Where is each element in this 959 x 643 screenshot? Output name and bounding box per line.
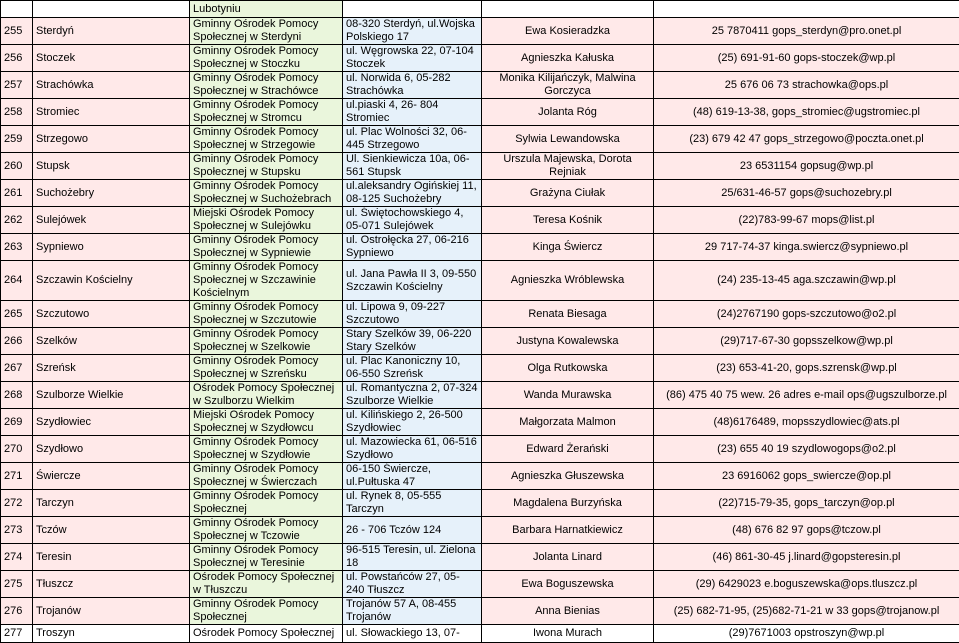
head-name-cell: Monika Kilijańczyk, Malwina Gorczyca (482, 72, 654, 99)
institution-cell: Gminny Ośrodek Pomocy Społecznej (190, 598, 343, 625)
contact-cell: (25) 682-71-95, (25)682-71-21 w 33 gops@trojanow.pl (654, 598, 959, 625)
commune-cell: Tłuszcz (33, 571, 190, 598)
table-row (1, 355, 959, 382)
head-name-cell: Sylwia Lewandowska (482, 126, 654, 153)
contact-cell: (29)7671003 opstroszyn@wp.pl (654, 625, 959, 643)
address-cell: ul. Świętochowskiego 4, 05-071 Sulejówek (343, 207, 482, 234)
address-cell: ul.aleksandry Ogińskiej 11, 08-125 Suchożebry (343, 180, 482, 207)
table-row (1, 301, 959, 328)
institution-cell: Gminny Ośrodek Pomocy Społecznej w Teresinie (190, 544, 343, 571)
head-name-cell: Magdalena Burzyńska (482, 490, 654, 517)
table-row (1, 234, 959, 261)
contact-cell: (23) 679 42 47 gops_strzegowo@poczta.onet.pl (654, 126, 959, 153)
table-row (1, 490, 959, 517)
blank-cell (654, 1, 959, 18)
address-cell: ul. Kilińskiego 2, 26-500 Szydłowiec (343, 409, 482, 436)
row-number-cell: 268 (1, 382, 33, 409)
table-row (1, 99, 959, 126)
address-cell: ul. Romantyczna 2, 07-324 Szulborze Wielkie (343, 382, 482, 409)
contact-cell: (22)715-79-35, gops_tarczyn@op.pl (654, 490, 959, 517)
contact-cell: (25) 691-91-60 gops-stoczek@wp.pl (654, 45, 959, 72)
table-row-partial-bottom (1, 625, 959, 643)
table-row (1, 463, 959, 490)
blank-cell (482, 1, 654, 18)
table-row (1, 72, 959, 99)
table-row (1, 544, 959, 571)
contact-cell: (24)2767190 gops-szczutowo@o2.pl (654, 301, 959, 328)
address-cell: 96-515 Teresin, ul. Zielona 18 (343, 544, 482, 571)
commune-cell: Stoczek (33, 45, 190, 72)
address-cell: Trojanów 57 A, 08-455 Trojanów (343, 598, 482, 625)
commune-cell: Szczawin Kościelny (33, 261, 190, 301)
address-cell: ul.piaski 4, 26- 804 Stromiec (343, 99, 482, 126)
commune-cell: Szelków (33, 328, 190, 355)
commune-cell: Szczutowo (33, 301, 190, 328)
institution-cell: Miejski Ośrodek Pomocy Społecznej w Sulejówku (190, 207, 343, 234)
row-number-cell: 267 (1, 355, 33, 382)
row-number-cell: 264 (1, 261, 33, 301)
row-number-cell: 276 (1, 598, 33, 625)
commune-cell: Troszyn (33, 625, 190, 643)
table-row (1, 18, 959, 45)
head-name-cell: Olga Rutkowska (482, 355, 654, 382)
table-row (1, 382, 959, 409)
row-number-cell: 265 (1, 301, 33, 328)
contact-cell: (24) 235-13-45 aga.szczawin@wp.pl (654, 261, 959, 301)
head-name-cell: Edward Żerański (482, 436, 654, 463)
row-number-cell: 257 (1, 72, 33, 99)
address-cell: ul. Rynek 8, 05-555 Tarczyn (343, 490, 482, 517)
table-row (1, 436, 959, 463)
commune-cell: Sulejówek (33, 207, 190, 234)
address-cell: 06-150 Świercze, ul.Pułtuska 47 (343, 463, 482, 490)
row-number-cell: 271 (1, 463, 33, 490)
institution-cell: Gminny Ośrodek Pomocy Społecznej w Stupsku (190, 153, 343, 180)
address-cell: ul. Mazowiecka 61, 06-516 Szydłowo (343, 436, 482, 463)
commune-cell: Szulborze Wielkie (33, 382, 190, 409)
institution-cell: Gminny Ośrodek Pomocy Społecznej w Szczawinie Kościelnym (190, 261, 343, 301)
head-name-cell: Ewa Boguszewska (482, 571, 654, 598)
row-number-cell: 263 (1, 234, 33, 261)
address-cell: ul. Plac Kanoniczny 10, 06-550 Szreńsk (343, 355, 482, 382)
head-name-cell: Iwona Murach (482, 625, 654, 643)
address-cell: ul. Węgrowska 22, 07-104 Stoczek (343, 45, 482, 72)
commune-cell: Tarczyn (33, 490, 190, 517)
head-name-cell: Barbara Harnatkiewicz (482, 517, 654, 544)
contact-cell: (86) 475 40 75 wew. 26 adres e-mail ops@ugszulborze.pl (654, 382, 959, 409)
row-number-cell: 266 (1, 328, 33, 355)
blank-cell (1, 1, 33, 18)
address-cell: Stary Szelków 39, 06-220 Stary Szelków (343, 328, 482, 355)
table-row (1, 517, 959, 544)
commune-cell: Szreńsk (33, 355, 190, 382)
head-name-cell: Justyna Kowalewska (482, 328, 654, 355)
contact-cell: (48) 676 82 97 gops@tczow.pl (654, 517, 959, 544)
table-row (1, 261, 959, 301)
commune-cell: Tczów (33, 517, 190, 544)
commune-cell: Trojanów (33, 598, 190, 625)
row-number-cell: 277 (1, 625, 33, 643)
institution-cell: Miejski Ośrodek Pomocy Społecznej w Szydłowcu (190, 409, 343, 436)
blank-cell (343, 1, 482, 18)
institution-cell: Gminny Ośrodek Pomocy Społecznej w Szelkowie (190, 328, 343, 355)
row-number-cell: 275 (1, 571, 33, 598)
contact-cell: (48) 619-13-38, gops_stromiec@ugstromiec.pl (654, 99, 959, 126)
head-name-cell: Agnieszka Głuszewska (482, 463, 654, 490)
commune-cell: Sypniewo (33, 234, 190, 261)
head-name-cell: Wanda Murawska (482, 382, 654, 409)
head-name-cell: Anna Bienias (482, 598, 654, 625)
table-body (1, 1, 959, 643)
contact-cell: 25 676 06 73 strachowka@ops.pl (654, 72, 959, 99)
address-cell: ul. Ostrołęcka 27, 06-216 Sypniewo (343, 234, 482, 261)
address-cell: ul. Powstańców 27, 05-240 Tłuszcz (343, 571, 482, 598)
institution-cell: Gminny Ośrodek Pomocy Społecznej w Świerczach (190, 463, 343, 490)
table-row (1, 180, 959, 207)
head-name-cell: Agnieszka Wróblewska (482, 261, 654, 301)
address-cell: 08-320 Sterdyń, ul.Wojska Polskiego 17 (343, 18, 482, 45)
commune-cell: Szydłowiec (33, 409, 190, 436)
address-cell: Ul. Sienkiewicza 10a, 06-561 Stupsk (343, 153, 482, 180)
row-number-cell: 269 (1, 409, 33, 436)
commune-cell: Świercze (33, 463, 190, 490)
contact-cell: (23) 655 40 19 szydlowogops@o2.pl (654, 436, 959, 463)
contact-cell: 25/631-46-57 gops@suchozebry.pl (654, 180, 959, 207)
blank-cell (33, 1, 190, 18)
head-name-cell: Renata Biesaga (482, 301, 654, 328)
table-row (1, 126, 959, 153)
head-name-cell: Jolanta Linard (482, 544, 654, 571)
institution-cell: Lubotyniu (190, 1, 343, 18)
address-cell: ul. Lipowa 9, 09-227 Szczutowo (343, 301, 482, 328)
institution-cell: Ośrodek Pomocy Społecznej w Tłuszczu (190, 571, 343, 598)
row-number-cell: 255 (1, 18, 33, 45)
table-row (1, 409, 959, 436)
table-row (1, 328, 959, 355)
institution-cell: Gminny Ośrodek Pomocy Społecznej w Szczutowie (190, 301, 343, 328)
institution-cell: Gminny Ośrodek Pomocy Społecznej w Szreńsku (190, 355, 343, 382)
contact-cell: (48)6176489, mopsszydlowiec@ats.pl (654, 409, 959, 436)
row-number-cell: 272 (1, 490, 33, 517)
contact-cell: 23 6531154 gopsug@wp.pl (654, 153, 959, 180)
institution-cell: Gminny Ośrodek Pomocy Społecznej w Tczowie (190, 517, 343, 544)
address-cell: ul. Słowackiego 13, 07- (343, 625, 482, 643)
commune-cell: Szydłowo (33, 436, 190, 463)
commune-cell: Stromiec (33, 99, 190, 126)
head-name-cell: Kinga Świercz (482, 234, 654, 261)
contact-cell: (22)783-99-67 mops@list.pl (654, 207, 959, 234)
institution-cell: Gminny Ośrodek Pomocy Społecznej w Stoczku (190, 45, 343, 72)
contact-cell: (46) 861-30-45 j.linard@gopsteresin.pl (654, 544, 959, 571)
row-number-cell: 270 (1, 436, 33, 463)
address-cell: ul. Jana Pawła II 3, 09-550 Szczawin Kościelny (343, 261, 482, 301)
table-row (1, 598, 959, 625)
contact-cell: (23) 653-41-20, gops.szrensk@wp.pl (654, 355, 959, 382)
table-row (1, 153, 959, 180)
institution-cell: Gminny Ośrodek Pomocy Społecznej w Stromcu (190, 99, 343, 126)
row-number-cell: 273 (1, 517, 33, 544)
commune-cell: Stupsk (33, 153, 190, 180)
table-row-partial-top (1, 1, 959, 18)
institution-cell: Gminny Ośrodek Pomocy Społecznej w Strachówce (190, 72, 343, 99)
contact-cell: (29) 6429023 e.boguszewska@ops.tluszcz.pl (654, 571, 959, 598)
address-cell: 26 - 706 Tczów 124 (343, 517, 482, 544)
commune-cell: Strzegowo (33, 126, 190, 153)
table-row (1, 207, 959, 234)
table-row (1, 45, 959, 72)
head-name-cell: Agnieszka Kałuska (482, 45, 654, 72)
row-number-cell: 258 (1, 99, 33, 126)
institution-cell: Gminny Ośrodek Pomocy Społecznej w Szydłowie (190, 436, 343, 463)
head-name-cell: Małgorzata Malmon (482, 409, 654, 436)
institution-cell: Ośrodek Pomocy Społecznej w Szulborzu Wielkim (190, 382, 343, 409)
contact-cell: 25 7870411 gops_sterdyn@pro.onet.pl (654, 18, 959, 45)
row-number-cell: 274 (1, 544, 33, 571)
row-number-cell: 260 (1, 153, 33, 180)
institution-cell: Gminny Ośrodek Pomocy Społecznej w Suchożebrach (190, 180, 343, 207)
institution-cell: Ośrodek Pomocy Społecznej (190, 625, 343, 643)
commune-cell: Sterdyń (33, 18, 190, 45)
address-cell: ul. Plac Wolności 32, 06-445 Strzegowo (343, 126, 482, 153)
institution-cell: Gminny Ośrodek Pomocy Społecznej w Sterdyni (190, 18, 343, 45)
commune-cell: Teresin (33, 544, 190, 571)
contact-cell: 29 717-74-37 kinga.swiercz@sypniewo.pl (654, 234, 959, 261)
address-cell: ul. Norwida 6, 05-282 Strachówka (343, 72, 482, 99)
head-name-cell: Ewa Kosieradzka (482, 18, 654, 45)
head-name-cell: Grażyna Ciułak (482, 180, 654, 207)
row-number-cell: 259 (1, 126, 33, 153)
table-row (1, 571, 959, 598)
contact-cell: (29)717-67-30 gopsszelkow@wp.pl (654, 328, 959, 355)
row-number-cell: 261 (1, 180, 33, 207)
institution-cell: Gminny Ośrodek Pomocy Społecznej (190, 490, 343, 517)
head-name-cell: Teresa Kośnik (482, 207, 654, 234)
commune-cell: Strachówka (33, 72, 190, 99)
institution-cell: Gminny Ośrodek Pomocy Społecznej w Sypniewie (190, 234, 343, 261)
row-number-cell: 256 (1, 45, 33, 72)
head-name-cell: Jolanta Róg (482, 99, 654, 126)
commune-cell: Suchożebry (33, 180, 190, 207)
institution-cell: Gminny Ośrodek Pomocy Społecznej w Strzegowie (190, 126, 343, 153)
contact-cell: 23 6916062 gops_swiercze@op.pl (654, 463, 959, 490)
row-number-cell: 262 (1, 207, 33, 234)
head-name-cell: Urszula Majewska, Dorota Rejniak (482, 153, 654, 180)
